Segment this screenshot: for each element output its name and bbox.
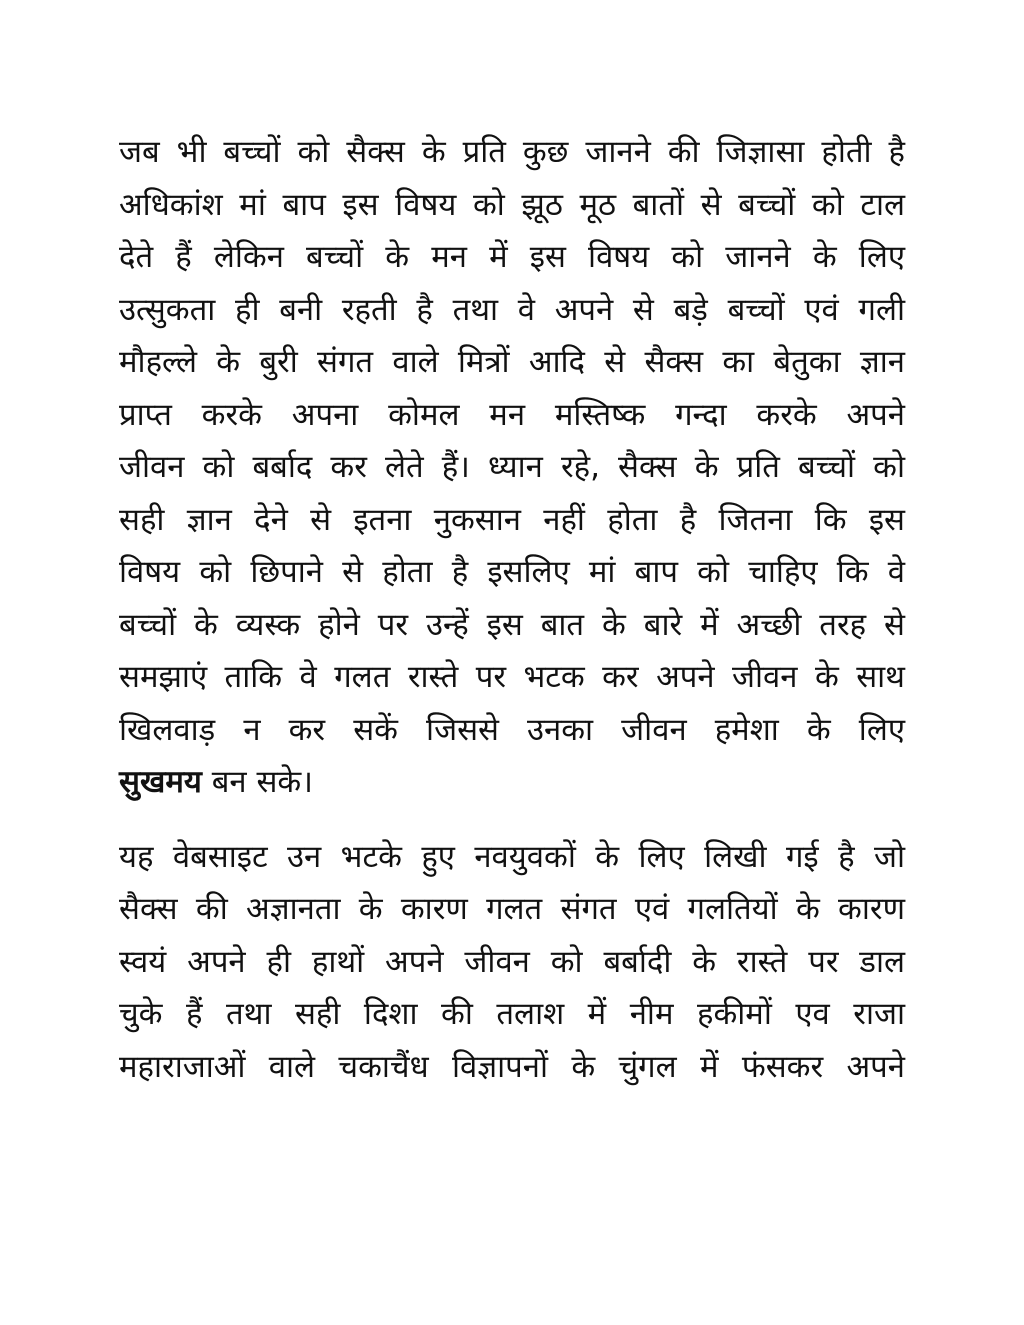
- text-line: मौहल्ले के बुरी संगत वाले मित्रों आदि से सैक्स का बेतुका ज्ञान: [119, 344, 905, 380]
- text-line: सैक्स की अज्ञानता के कारण गलत संगत एवं गलतियों के कारण: [119, 891, 905, 927]
- text-line: खिलवाड़ न कर सकें जिससे उनका जीवन हमेशा के लिए: [119, 711, 905, 748]
- paragraph-2: [119, 831, 905, 1094]
- text-line: जीवन को बर्बाद कर लेते हैं। ध्यान रहे, सैक्स के प्रति बच्चों को: [119, 449, 905, 485]
- text-line: देते हैं लेकिन बच्चों के मन में इस विषय को जानने के लिए: [119, 239, 905, 275]
- text-fragment: बन सके।: [201, 764, 313, 800]
- paragraph-1: [119, 126, 905, 809]
- document-body: [119, 126, 905, 1093]
- text-line: अधिकांश मां बाप इस विषय को झूठ मूठ बातों से बच्चों को टाल: [119, 186, 905, 223]
- text-line: समझाएं ताकि वे गलत रास्ते पर भटक कर अपने जीवन के साथ: [119, 659, 905, 695]
- text-line: उत्सुकता ही बनी रहती है तथा वे अपने से बड़े बच्चों एवं गली: [119, 291, 905, 328]
- text-line: जब भी बच्चों को सैक्स के प्रति कुछ जानने की जिज्ञासा होती है: [119, 134, 905, 170]
- text-line: बच्चों के व्यस्क होने पर उन्हें इस बात के बारे में अच्छी तरह से: [119, 606, 905, 643]
- text-line: सही ज्ञान देने से इतना नुकसान नहीं होता है जितना कि इस: [119, 501, 905, 538]
- text-line: विषय को छिपाने से होता है इसलिए मां बाप को चाहिए कि वे: [119, 554, 905, 590]
- text-line: महाराजाओं वाले चकाचैंध विज्ञापनों के चुंगल में फंसकर अपने: [119, 1048, 905, 1085]
- text-line: चुके हैं तथा सही दिशा की तलाश में नीम हकीमों एव राजा: [119, 996, 905, 1032]
- text-line: यह वेबसाइट उन भटके हुए नवयुवकों के लिए लिखी गई है जो: [119, 838, 905, 875]
- bold-word: सुखमय: [119, 764, 202, 800]
- text-line-last: [119, 756, 905, 809]
- text-line: स्वयं अपने ही हाथों अपने जीवन को बर्बादी के रास्ते पर डाल: [119, 943, 905, 980]
- text-line: प्राप्त करके अपना कोमल मन मस्तिष्क गन्दा करके अपने: [119, 396, 905, 433]
